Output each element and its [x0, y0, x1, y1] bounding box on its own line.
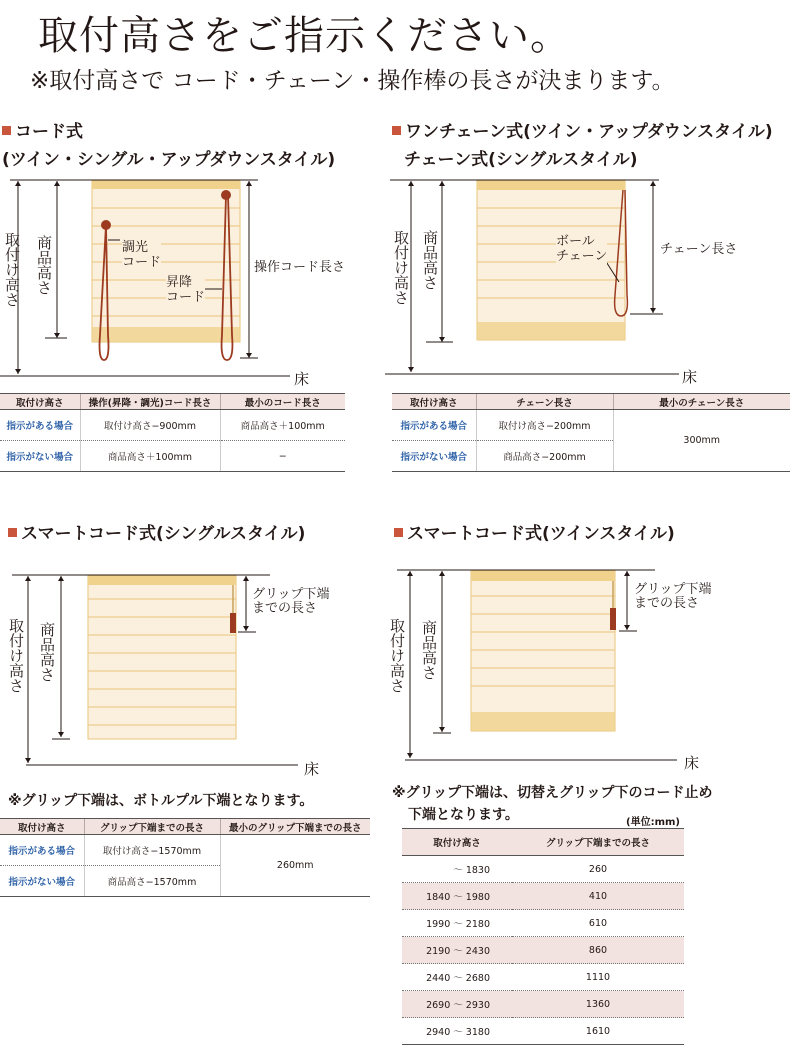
table-row [402, 964, 684, 991]
mount-height-label: 取付け高さ [7, 618, 25, 693]
smart-twin-section-title: スマートコード式(ツインスタイル) [394, 524, 675, 544]
chain-section-subtitle: チェーン式(シングルスタイル) [404, 150, 638, 170]
grip-length-label: グリップ下端 までの長さ [252, 587, 330, 616]
table-cell: 商品高さ−1570mm [84, 866, 220, 897]
cord-section-subtitle: (ツイン・シングル・アップダウンスタイル) [2, 150, 336, 170]
chain-spec-table [392, 393, 790, 472]
table-header: 最小のチェーン長さ [613, 394, 790, 410]
table-cell: 1990 〜 2180 [402, 910, 512, 937]
table-header: 取付け高さ [0, 394, 80, 410]
mount-height-label: 取付け高さ [3, 232, 21, 307]
table-cell: 260 [512, 856, 684, 883]
op-cord-length-label: 操作コード長さ [254, 260, 346, 275]
section-marker-icon [8, 528, 17, 537]
table-cell: 商品高さ−200mm [476, 441, 613, 472]
cord-section-title: コード式 [2, 122, 83, 142]
table-cell: 取付け高さ−200mm [476, 410, 613, 441]
table-cell: 1610 [512, 1018, 684, 1045]
table-cell: 2190 〜 2430 [402, 937, 512, 964]
table-cell: 〜 1830 [402, 856, 512, 883]
smart-twin-note-line2: 下端となります。 [408, 807, 519, 823]
row-label: 指示がある場合 [0, 835, 84, 866]
chain-diagram [385, 170, 765, 385]
table-cell: − [220, 441, 345, 472]
ball-chain-label: ボール チェーン [556, 234, 608, 264]
table-cell: 取付け高さ−900mm [80, 410, 220, 441]
table-row [402, 991, 684, 1018]
product-height-label: 商品高さ [421, 230, 439, 290]
table-header: 取付け高さ [392, 394, 476, 410]
section-marker-icon [392, 126, 401, 135]
table-header: 取付け高さ [0, 819, 84, 835]
chain-length-label: チェーン長さ [660, 242, 738, 257]
table-cell: 1360 [512, 991, 684, 1018]
table-cell: 2690 〜 2930 [402, 991, 512, 1018]
section-marker-icon [2, 126, 11, 135]
smart-single-note: ※グリップ下端は、ボトルプル下端となります。 [8, 793, 314, 809]
unit-label: (単位:mm) [626, 817, 680, 828]
table-cell: 300mm [613, 410, 790, 472]
row-label: 指示がある場合 [392, 410, 476, 441]
floor-label: 床 [294, 370, 310, 388]
table-cell: 1110 [512, 964, 684, 991]
table-cell: 商品高さ＋100mm [80, 441, 220, 472]
smart-single-spec-table [0, 818, 370, 897]
row-label: 指示がない場合 [0, 866, 84, 897]
mount-height-label: 取付け高さ [392, 230, 410, 305]
smart-twin-note-line1: ※グリップ下端は、切替えグリップ下のコード止め [392, 785, 713, 801]
dimmer-cord-label: 調光 コード [122, 240, 162, 270]
table-row [402, 937, 684, 964]
page-title: 取付高さをご指示ください。 [38, 13, 571, 59]
table-row [402, 1018, 684, 1045]
table-header: 操作(昇降・調光)コード長さ [80, 394, 220, 410]
page-subtitle: ※取付高さで コード・チェーン・操作棒の長さが決まります。 [30, 68, 675, 94]
table-cell: 取付け高さ−1570mm [84, 835, 220, 866]
grip-length-label: グリップ下端 までの長さ [634, 582, 712, 611]
floor-label: 床 [304, 760, 320, 778]
table-row [402, 883, 684, 910]
product-height-label: 商品高さ [38, 622, 56, 682]
table-header: 最小のグリップ下端までの長さ [220, 819, 370, 835]
table-cell: 260mm [220, 835, 370, 897]
table-cell: 860 [512, 937, 684, 964]
table-cell: 2440 〜 2680 [402, 964, 512, 991]
section-marker-icon [394, 528, 403, 537]
row-label: 指示がない場合 [0, 441, 80, 472]
product-height-label: 商品高さ [420, 620, 438, 680]
table-row [402, 856, 684, 883]
row-label: 指示がある場合 [0, 410, 80, 441]
table-cell: 商品高さ＋100mm [220, 410, 345, 441]
floor-label: 床 [682, 368, 698, 386]
mount-height-label: 取付け高さ [388, 618, 406, 693]
lift-cord-label: 昇降 コード [166, 275, 206, 305]
table-header: チェーン長さ [476, 394, 613, 410]
table-header: 取付け高さ [402, 829, 512, 856]
row-label: 指示がない場合 [392, 441, 476, 472]
table-header: グリップ下端までの長さ [512, 829, 684, 856]
cord-spec-table [0, 393, 345, 472]
table-cell: 1840 〜 1980 [402, 883, 512, 910]
floor-label: 床 [684, 754, 700, 772]
table-header: グリップ下端までの長さ [84, 819, 220, 835]
table-header: 最小のコード長さ [220, 394, 345, 410]
chain-section-title: ワンチェーン式(ツイン・アップダウンスタイル) [392, 122, 773, 142]
table-cell: 410 [512, 883, 684, 910]
table-cell: 610 [512, 910, 684, 937]
product-height-label: 商品高さ [35, 235, 53, 295]
smart-single-section-title: スマートコード式(シングルスタイル) [8, 524, 305, 544]
table-row [402, 910, 684, 937]
grip-length-table [402, 828, 684, 1045]
table-cell: 2940 〜 3180 [402, 1018, 512, 1045]
